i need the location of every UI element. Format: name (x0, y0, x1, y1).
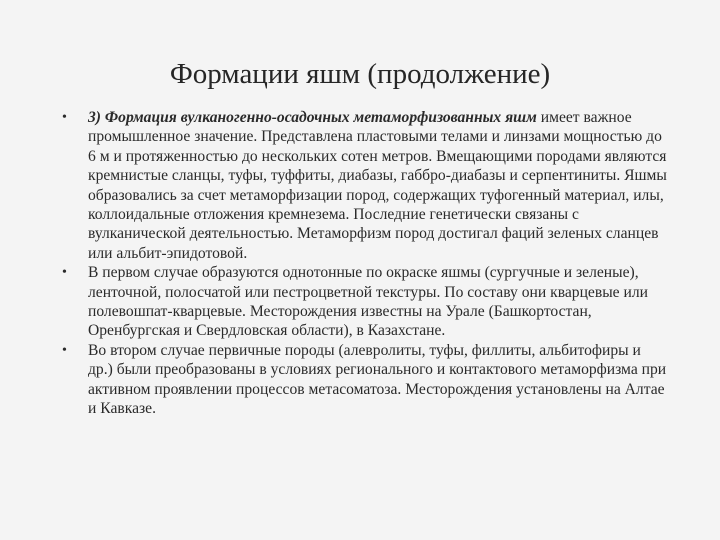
slide-title: Формации яшм (продолжение) (169, 58, 551, 90)
bullet-text: имеет важное промышленное значение. Представлена пластовыми телами и линзами мощностью до 6 м и протяженностью до нескольких сотен метров. Вмещающими породами являются кремнистые сланцы, туфы, туффиты, диабазы, габбро-диабазы и серпентиниты. Яшмы образовались за счет метаморфизации пород, содержащих туфогенный материал, илы, коллоидальные отложения кремнезема. Последние генетически связаны с вулканической деятельностью. Метаморфизм пород достигал фаций зеленых сланцев или альбит-эпидотовой. (88, 109, 667, 262)
bullet-text: Во втором случае первичные породы (алевролиты, туфы, филлиты, альбитофиры и др.) были преобразованы в условиях регионального и контактового метаморфизма при активном проявлении процессов метасоматоза. Месторождения установлены на Алтае и Кавказе. (88, 341, 667, 418)
bullet-item (62, 341, 668, 419)
bullet-marker: • (62, 110, 67, 125)
bullet-lead-text: 3) Формация вулканогенно-осадочных метаморфизованных яшм (88, 109, 537, 126)
bullet-text: В первом случае образуются однотонные по окраске яшмы (сургучные и зеленые), ленточной, полосчатой или пестроцветной текстуры. По составу они кварцевые или полевошпат-кварцевые. Месторождения известны на Урале (Башкортостан, Оренбургская и Свердловская области), в Казахстане. (88, 264, 648, 340)
bullet-item (62, 263, 668, 341)
bullet-item (62, 108, 668, 263)
bullet-marker: • (62, 265, 67, 281)
bullet-marker: • (62, 342, 67, 358)
bullet-list (62, 108, 668, 419)
